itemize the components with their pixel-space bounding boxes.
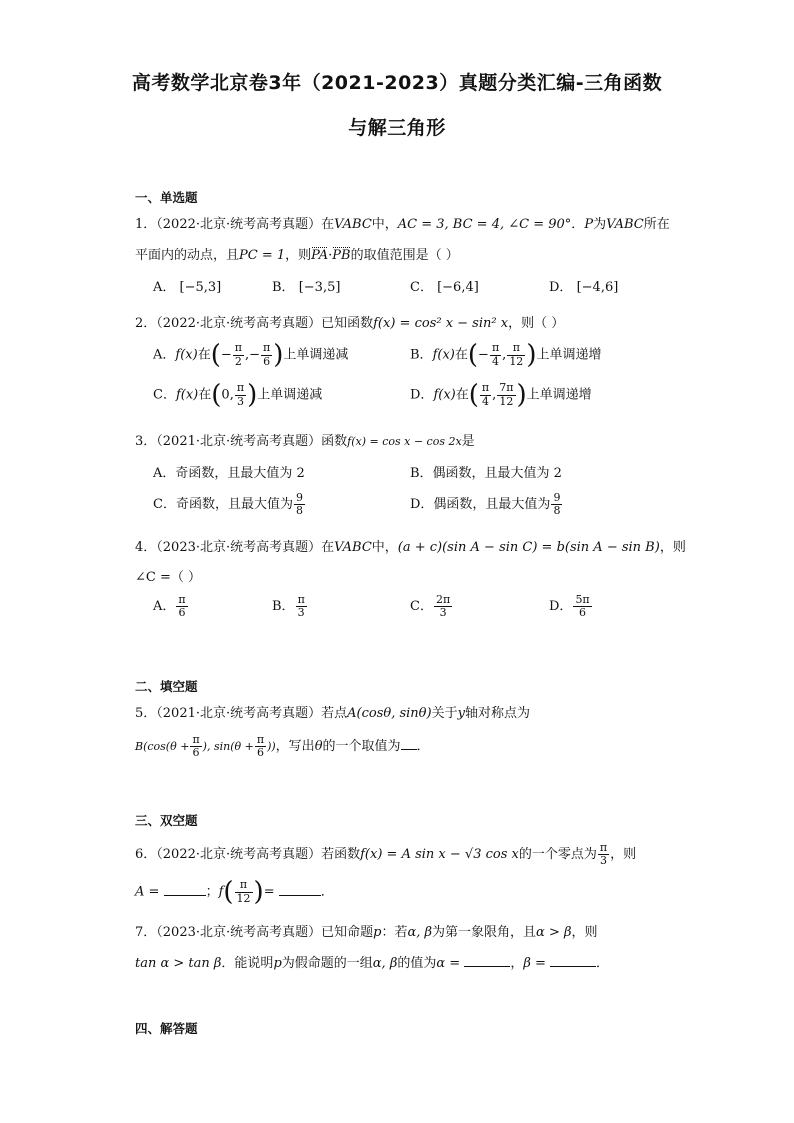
q7-prefix: 7．（2023·北京·统考高考真题）已知命题 [135,925,374,940]
q2-option-d[interactable]: D．f(x)在( $\frac{\pi}{4}$ , $\frac{7\pi}{12}$ )上单调递增 [410,380,592,410]
q6-mid: 的一个零点为 [518,847,597,863]
q6-prefix: 6．（2022·北京·统考高考真题）若函数 [135,847,361,863]
q2-option-c[interactable]: C．f(x)在(0, $\frac{\pi}{3}$ )上单调递减 [153,380,323,410]
q1-line2-c: 的取值范围是（ ） [350,248,459,263]
q3-c-d: 8 [295,504,303,518]
q3-option-c[interactable] [153,492,306,517]
q3-d-text: D．偶函数，且最大值为 [410,497,551,513]
q7-l2b: 为假命题的一组 [281,956,373,971]
q4-b-frac [296,594,307,619]
q1-option-a[interactable] [153,276,221,295]
q4-a-frac [176,594,187,619]
q2-a-lparen: ( [210,340,221,370]
q4-equation: (a + c)(sin A − sin C) = b(sin A − sin B) [397,540,660,555]
q1-triangle-2: VABC [606,217,644,232]
doc-title-line2: 与解三角形 [348,117,446,139]
q2-d-zai: 在 [455,387,469,403]
q2-a-fx: f(x) [175,347,198,363]
q2-b-rparen: ) [526,340,537,370]
q2-d-n2: 7π [499,381,514,395]
q1-condition: AC = 3, BC = 4, ∠C = 90° [397,217,572,232]
q2-a-text: 上单调递减 [283,347,349,363]
q6-sep: ； [205,884,219,900]
q2-c-n: π [236,381,245,395]
question-6-line1 [135,842,636,867]
q1-option-c[interactable] [410,276,479,295]
q4-d-label: D． [549,599,573,615]
q4-option-c[interactable] [410,594,453,619]
q2-option-a[interactable]: A．f(x)在(− $\frac{\pi}{2}$ ,− $\frac{\pi}{6}$ )上单调递减 [153,340,349,370]
q4-b-n: π [297,593,305,606]
q2-after: ，则（ ） [508,316,565,331]
q2-b-fx: f(x) [432,347,455,363]
q5-mid: 关于 [431,706,458,721]
q2-d-frac2 [497,382,515,407]
q2-c-text: 上单调递减 [257,387,323,403]
q3-after: 是 [461,434,475,449]
question-1-line1 [135,213,670,232]
q6-n: π [599,841,608,854]
q5-frac2 [255,734,266,759]
q2-a-rparen: ) [273,340,284,370]
q2-c-label: C． [153,387,176,403]
q4-triangle: VABC [334,540,372,555]
section-heading-solution: 四、解答题 [135,1021,198,1036]
q5-tail2: 的一个取值为 [322,739,401,755]
q2-b-frac2 [507,342,525,367]
q2-prefix: 2．（2022·北京·统考高考真题）已知函数 [135,316,374,331]
question-5-line1 [135,702,530,721]
q6-after: ，则 [610,847,637,863]
q1-option-c-label: C． [410,280,433,295]
q6-function: f(x) = A sin x − √3 cos x [360,847,519,863]
q4-after: ，则 [659,540,686,555]
q5-b2: ), sin(θ + [202,740,254,754]
q5-d1: 6 [192,746,200,760]
q6-fd: 12 [236,891,251,905]
question-3-stem [135,430,475,449]
q2-c-lparen: ( [211,380,222,410]
q1-option-d[interactable] [549,276,618,295]
doc-title-line1: 高考数学北京卷3年（2021-2023）真题分类汇编-三角函数 [131,72,663,94]
q5-prefix: 5．（2021·北京·统考高考真题）若点 [135,706,348,721]
q7-blank-alpha[interactable] [464,966,510,967]
q6-lparen: ( [223,877,234,907]
q7-comma: ， [510,956,524,971]
question-5-line2 [135,734,430,759]
q2-b-d1: 4 [492,354,500,368]
q4-a-d: 6 [178,606,186,620]
q1-option-c-value: [−6,4] [437,280,479,295]
q2-b-n1: π [491,341,500,355]
q6-end: ． [320,884,334,900]
question-7-line2 [135,952,609,971]
q6-frac [598,842,609,867]
q4-prefix: 4．（2023·北京·统考高考真题）在 [135,540,335,555]
q5-frac1 [190,734,201,759]
q1-pc: PC = 1 [239,248,286,263]
q2-d-frac1 [480,382,491,407]
q4-mid: 中， [371,540,398,555]
q3-prefix: 3．（2021·北京·统考高考真题）函数 [135,434,348,449]
q2-d-n1: π [481,381,490,395]
q3-function: f(x) = cos x − cos 2x [347,435,462,448]
q2-d-d2: 12 [499,394,514,408]
question-2-stem [135,312,564,331]
q6-f: f [218,884,224,900]
q5-n2: π [256,733,265,746]
q2-a-frac1 [233,342,244,367]
q1-line2-b: ，则 [285,248,312,263]
q6-frac-2 [235,879,253,904]
q2-a-label: A． [153,347,176,363]
q3-option-a[interactable]: A．奇函数，且最大值为 2 [153,466,305,481]
q6-d: 3 [599,854,607,868]
q7-blank-beta[interactable] [550,966,596,967]
section-heading-single-choice: 一、单选题 [135,190,198,205]
q5-b1: B(cos(θ + [135,740,190,754]
q1-option-d-label: D． [549,280,573,295]
q7-end: ． [596,956,610,971]
q2-b-d2: 12 [509,354,524,368]
question-4-line1 [135,536,686,555]
q4-d-d: 6 [579,606,587,620]
q2-a-n2: π [263,341,271,355]
q4-d-n: 5π [575,593,590,606]
q7-ab2: α, β [372,956,398,971]
q2-b-n2: π [507,342,525,355]
q1-dot: · [328,248,333,263]
q3-c-n: 9 [295,491,303,504]
q1-option-b[interactable] [272,276,340,295]
q4-option-d[interactable] [549,594,593,619]
q2-a-frac2 [261,342,272,367]
q2-c-zai: 在 [198,387,212,403]
q7-after: ，则 [571,925,598,940]
q2-b-frac1 [490,342,501,367]
q1-option-a-value: [−5,3] [179,280,222,295]
question-4-line2: ∠C =（ ） [135,570,201,585]
q3-option-d[interactable] [410,492,563,517]
q4-b-d: 3 [297,606,305,620]
q3-d-d: 8 [553,504,561,518]
q2-b-text: 上单调递增 [536,347,602,363]
q5-b3: )) [267,740,276,754]
q1-mid3: 所在 [643,217,670,232]
q4-c-frac [434,594,452,619]
q1-after: ． [571,217,585,232]
q1-option-b-label: B． [272,280,295,295]
q7-colon: ：若 [381,925,408,940]
q1-line2-a: 平面内的动点，且 [135,248,240,263]
q6-rparen: ) [253,877,264,907]
q1-point-p: P [584,217,594,232]
q4-b-label: B． [272,599,295,615]
q1-option-a-label: A． [153,280,176,295]
question-1-line2 [135,244,459,263]
q2-b-lparen: ( [467,340,479,370]
q7-beta: β = [523,956,546,971]
q2-c-rparen: ) [247,380,258,410]
q1-mid: 中， [371,217,398,232]
q2-d-text: 上单调递增 [526,387,592,403]
q2-c-frac [235,382,246,407]
q6-fn: π [235,879,253,892]
q5-after: 轴对称点为 [464,706,530,721]
q2-b-zai: 在 [454,347,468,363]
section-heading-double-blank: 三、双空题 [135,813,198,828]
q1-prefix: 1．（2022·北京·统考高考真题）在 [135,217,335,232]
q2-b-label: B． [410,347,433,363]
q6-eq: = [263,884,275,900]
q3-c-text: C．奇函数，且最大值为 [153,497,293,513]
q3-d-n: 9 [553,491,561,504]
q3-c-frac [294,492,305,517]
q4-a-label: A． [153,599,176,615]
q2-d-fx: f(x) [433,387,456,403]
q7-ab: α, β [407,925,433,940]
q7-tan: tan α > tan β [135,956,222,971]
question-6-line2 [135,879,334,905]
q6-blank-a[interactable] [164,895,206,896]
q1-option-d-value: [−4,6] [576,280,619,295]
q2-a-d1: 2 [234,354,242,368]
question-7-line1 [135,921,598,940]
q7-p2: p [273,956,282,971]
q4-c-d: 3 [439,606,447,620]
q2-a-n1: π [234,341,242,355]
q1-option-b-value: [−3,5] [298,280,341,295]
q2-function: f(x) = cos² x − sin² x [373,316,509,331]
q2-c-d: 3 [236,394,244,408]
q6-blank-f[interactable] [279,895,321,896]
q7-mid: 为第一象限角，且 [432,925,537,940]
q7-cmp: α > β [536,925,572,940]
q4-option-a[interactable] [153,594,189,619]
q3-option-b[interactable]: B．偶函数，且最大值为 2 [410,466,562,481]
q7-l2a: ．能说明 [221,956,274,971]
q5-n1: π [192,733,200,746]
q5-theta: θ [314,739,323,755]
q1-mid2: 为 [593,217,607,232]
q1-vector-pa: PA [311,248,329,263]
q4-option-b[interactable] [272,594,308,619]
q2-a-zai: 在 [197,347,211,363]
q7-alpha: α = [436,956,461,971]
q4-c-n: 2π [435,593,451,606]
q2-c-fx: f(x) [175,387,199,403]
q2-d-label: D． [410,387,434,403]
q2-d-d1: 4 [482,394,490,408]
q1-vector-pb: PB [332,248,351,263]
q5-y: y [457,706,465,721]
q2-a-d2: 6 [263,354,271,368]
q7-l2c: 的值为 [397,956,437,971]
q2-d-rparen: ) [516,380,527,410]
q7-p: p [373,925,382,940]
q3-d-frac [551,492,562,517]
q1-triangle: VABC [334,217,372,232]
q2-option-b[interactable]: B．f(x)在(− $\frac{\pi}{4}$ , $\frac{\pi}{12}$ )上单调递增 [410,340,602,370]
q2-d-lparen: ( [468,380,479,410]
q5-answer-blank[interactable] [401,749,417,750]
q5-tail: ，写出 [275,739,315,755]
q4-d-frac [573,594,591,619]
q5-point-a: A(cosθ, sinθ) [347,706,432,721]
q4-a-n: π [178,593,186,606]
section-heading-fill-blank: 二、填空题 [135,679,198,694]
q5-d2: 6 [256,746,264,760]
q5-end: ． [416,739,430,755]
q4-c-label: C． [410,599,433,615]
q6-a-eq: A = [135,884,160,900]
